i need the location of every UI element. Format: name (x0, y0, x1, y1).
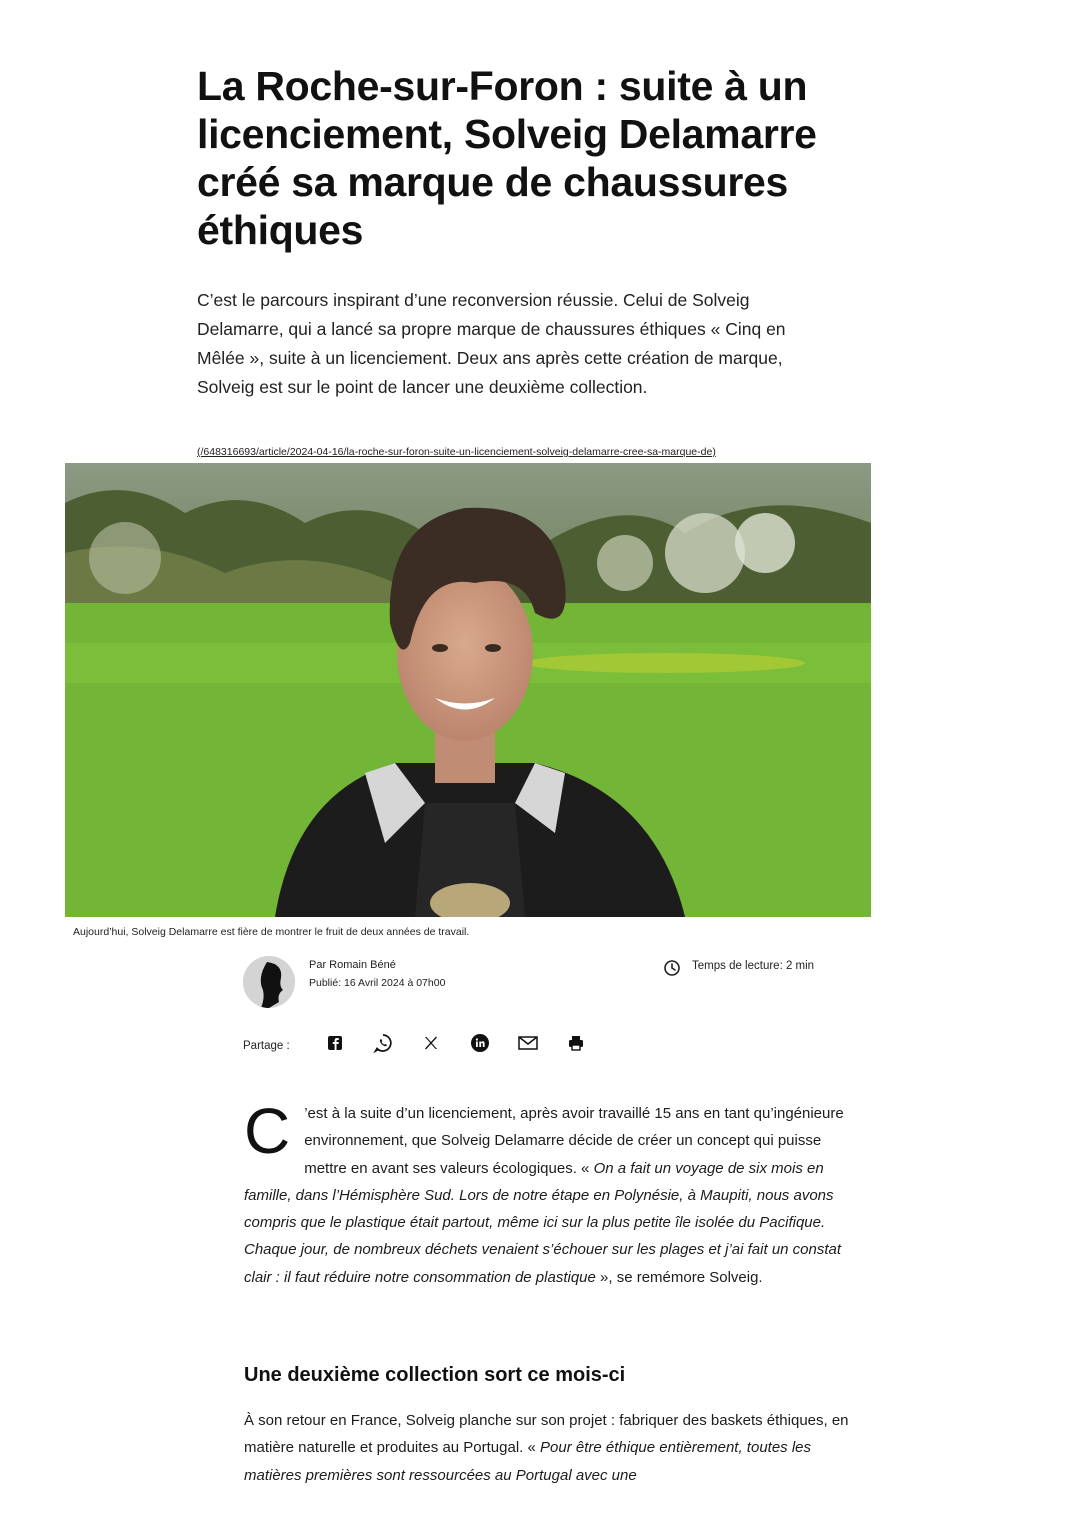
paragraph-text: À son retour en France, Solveig planche sur son projet : fabriquer des baskets éthiques, en matière naturelle et produites au Portugal. « (244, 1412, 849, 1457)
reading-time: Temps de lecture: 2 min (692, 960, 815, 972)
article-lead: C’est le parcours inspirant d’une reconversion réussie. Celui de Solveig Delamarre, qui a lancé sa propre marque de chaussures éthiques « Cinq en Mêlée », suite à un licenciement. Deux ans après cette création de marque, Solveig est sur le point de lancer une deuxième collection. (197, 290, 786, 397)
x-icon[interactable] (420, 1032, 442, 1054)
section-subheading: Une deuxième collection sort ce mois-ci (244, 1364, 626, 1386)
body-paragraph-1 (244, 1095, 866, 1291)
whatsapp-icon[interactable] (372, 1032, 394, 1054)
print-icon[interactable] (565, 1032, 587, 1054)
linkedin-icon[interactable] (469, 1032, 491, 1054)
share-label: Partage : (243, 1040, 290, 1052)
article-title: La Roche-sur-Foron : suite à un licenciement, Solveig Delamarre créé sa marque de chaussures éthiques (197, 63, 817, 253)
author-avatar[interactable] (243, 956, 295, 1008)
source-link[interactable]: (/648316693/article/2024-04-16/la-roche-sur-foron-suite-un-licenciement-solveig-delamarre-cree-sa-marque-de) (197, 446, 716, 458)
publish-date: Publié: 16 Avril 2024 à 07h00 (309, 977, 446, 989)
mail-icon[interactable] (517, 1032, 539, 1054)
clock-icon (663, 959, 681, 977)
photo-caption: Aujourd’hui, Solveig Delamarre est fière de montrer le fruit de deux années de travail. (73, 926, 470, 938)
paragraph-text: ’est à la suite d’un licenciement, après avoir travaillé 15 ans en tant qu’ingénieure environnement, que Solveig Delamarre décide de créer un concept qui puisse mettre en avant ses valeurs écologiques. « (304, 1105, 844, 1177)
body-paragraph-2 (244, 1407, 866, 1489)
facebook-icon[interactable] (324, 1032, 346, 1054)
paragraph-text-end: », se remémore Solveig. (595, 1268, 763, 1286)
dropcap: C (244, 1095, 291, 1167)
quote-text: Pour être éthique entièrement, toutes les matières premières sont ressourcées au Portugal avec une (244, 1439, 812, 1484)
article-photo (65, 463, 871, 917)
quote-text: On a fait un voyage de six mois en famille, dans l’Hémisphère Sud. Lors de notre étape en Polynésie, à Maupiti, nous avons compris que le plastique était partout, même ici sur la plus petite île isolée du Pacifique. Chaque jour, de nombreux déchets venaient s’échouer sur les plages et j’ai fait un constat clair : il faut réduire notre consommation de plastique (244, 1159, 842, 1286)
author-name[interactable]: Par Romain Béné (309, 959, 396, 971)
